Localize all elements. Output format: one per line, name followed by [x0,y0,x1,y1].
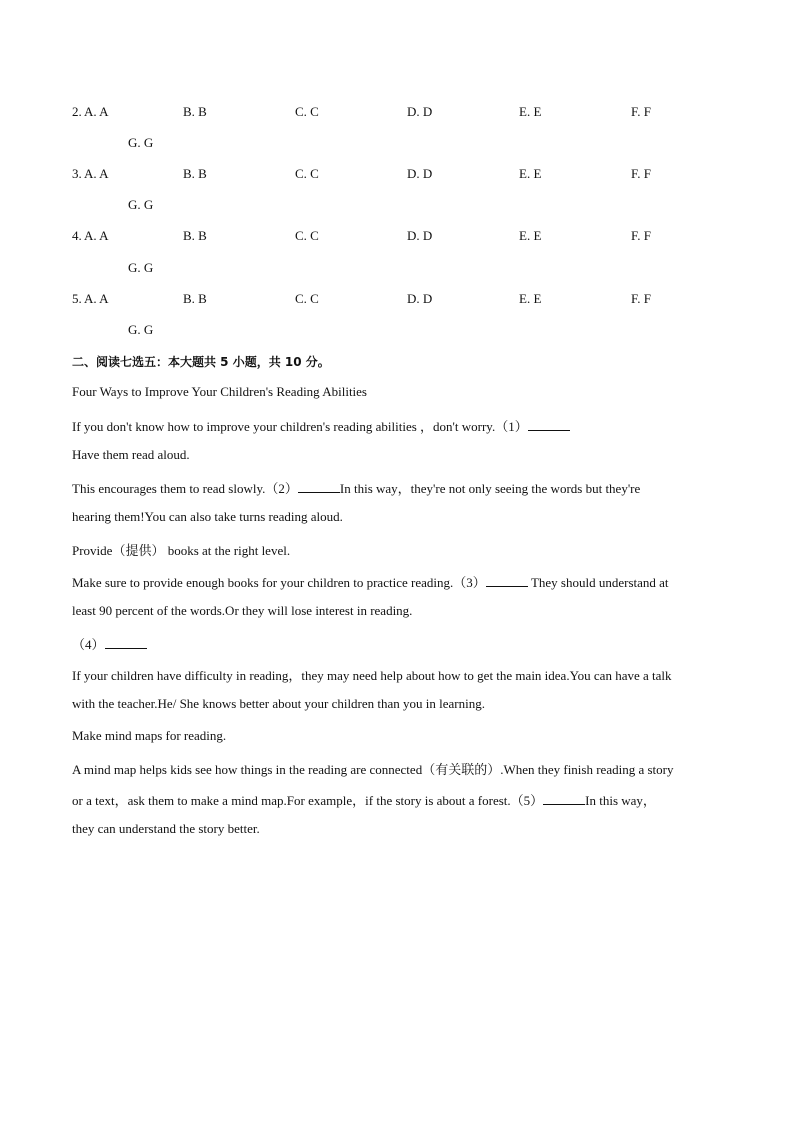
option-f: F. F [631,228,651,243]
blank-2 [298,480,340,493]
passage-title: Four Ways to Improve Your Children's Reading Abilities [72,384,367,399]
paragraph-2-line-2: hearing them!You can also take turns reading aloud. [72,509,343,524]
paragraph-1 [72,416,732,435]
option-d: D. D [407,228,433,243]
paragraph-2-line-1 [72,478,732,497]
paragraph-2-text-cont: In this way，they're not only seeing the words but they're [339,481,641,496]
options-row-3 [72,166,732,186]
blank-3 [486,574,528,587]
option-g: G. G [128,197,154,212]
option-a: A. A [84,166,109,181]
paragraph-2-text: This encourages them to read slowly.（2） [72,481,298,496]
option-d: D. D [407,166,433,181]
options-row-2 [72,104,732,124]
option-f: F. F [631,166,651,181]
paragraph-5-text-cont: In this way， [585,793,656,808]
options-row-4-cont [72,260,732,280]
options-row-3-cont [72,197,732,217]
question-number: 3. [72,166,82,181]
question-number: 5. [72,291,82,306]
question-number: 4. [72,228,82,243]
option-c: C. C [295,228,319,243]
paragraph-3-text-cont: They should understand at [527,575,669,590]
section-heading: 二、阅读七选五：本大题共 5 小题，共 10 分。 [72,355,330,369]
option-f: F. F [631,291,651,306]
paragraph-1-text: If you don't know how to improve your children's reading abilities ，don't worry.（1） [72,419,528,434]
options-row-2-cont [72,135,732,155]
option-e: E. E [519,291,542,306]
option-a: A. A [84,291,109,306]
blank-4-number: （4） [72,637,105,652]
options-row-5 [72,291,732,311]
option-e: E. E [519,166,542,181]
blank-1 [528,418,570,431]
option-d: D. D [407,291,433,306]
paragraph-5-line-3: they can understand the story better. [72,821,260,836]
heading-blank-4 [72,634,732,653]
paragraph-5-line-2 [72,790,732,809]
heading-read-aloud: Have them read aloud. [72,447,190,462]
heading-provide-books: Provide（提供） books at the right level. [72,543,291,558]
question-number: 2. [72,104,82,119]
option-c: C. C [295,166,319,181]
option-b: B. B [183,291,207,306]
paragraph-3-line-1 [72,572,732,591]
option-b: B. B [183,166,207,181]
option-a: A. A [84,104,109,119]
option-e: E. E [519,104,542,119]
heading-mind-maps: Make mind maps for reading. [72,728,227,743]
paragraph-5-text: or a text，ask them to make a mind map.For example，if the story is about a forest.（5） [72,793,544,808]
paragraph-5-line-1: A mind map helps kids see how things in the reading are connected（有关联的）.When they finish reading a story [72,762,674,777]
paragraph-3-text: Make sure to provide enough books for your children to practice reading.（3） [72,575,486,590]
option-f: F. F [631,104,651,119]
option-e: E. E [519,228,542,243]
option-g: G. G [128,260,154,275]
option-c: C. C [295,291,319,306]
paragraph-3-line-2: least 90 percent of the words.Or they will lose interest in reading. [72,603,413,618]
blank-5 [543,792,585,805]
option-c: C. C [295,104,319,119]
blank-4 [105,636,147,649]
option-g: G. G [128,135,154,150]
options-row-5-cont [72,322,732,342]
option-b: B. B [183,228,207,243]
option-b: B. B [183,104,207,119]
options-row-4 [72,228,732,248]
option-g: G. G [128,322,154,337]
option-d: D. D [407,104,433,119]
paragraph-4-line-1: If your children have difficulty in reading，they may need help about how to get the main idea.You can have a talk [72,668,672,683]
option-a: A. A [84,228,109,243]
paragraph-4-line-2: with the teacher.He/ She knows better about your children than you in learning. [72,696,485,711]
